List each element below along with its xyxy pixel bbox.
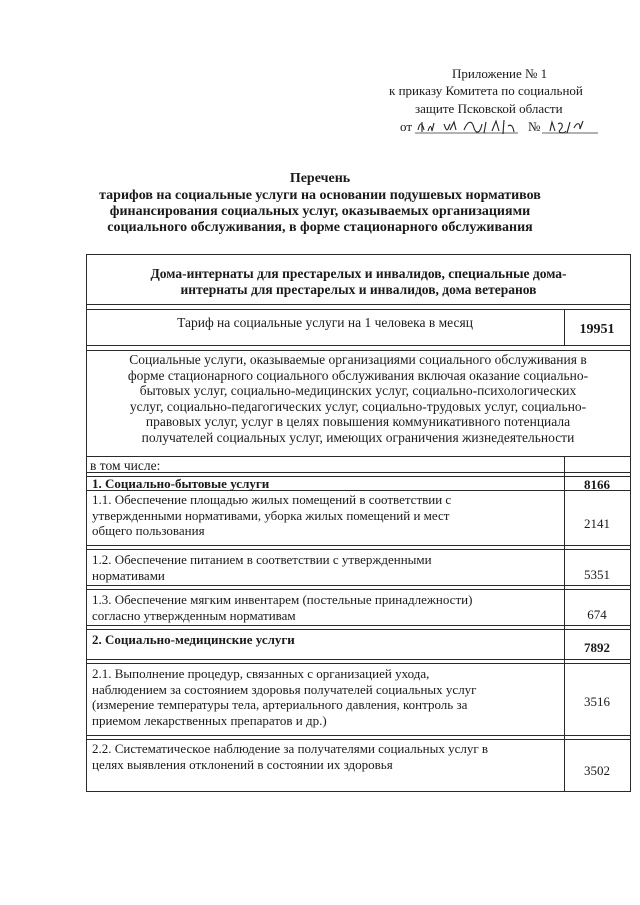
- row-line: приемом лекарственных препаратов и др.): [92, 712, 327, 728]
- table-row-label: [92, 552, 562, 583]
- row-line: 2.1. Выполнение процедур, связанных с организацией ухода,: [92, 666, 430, 681]
- table-row-label: 1. Социально-бытовые услуги: [92, 476, 270, 491]
- table-row-label: [92, 592, 562, 623]
- institution-types-heading: [86, 266, 631, 298]
- number-sign: №: [528, 119, 541, 134]
- table-row-value: 2141: [584, 516, 610, 531]
- table-row-value: 3516: [584, 694, 610, 709]
- tariff-label: Тариф на социальные услуги на 1 человека в месяц: [177, 315, 473, 330]
- row-line: 1.3. Обеспечение мягким инвентарем (постельные принадлежности): [92, 592, 473, 607]
- order-date-number: [400, 116, 600, 138]
- institution-types-line-2: интернаты для престарелых и инвалидов, дома ветеранов: [180, 282, 537, 297]
- description-line: услуг, социально-педагогических услуг, социально-трудовых услуг, социально-: [129, 398, 587, 414]
- table-row-value: 7892: [584, 640, 610, 655]
- document-title: Перечень: [289, 171, 351, 186]
- description-line: форме стационарного социального обслуживания включая оказание социально-: [127, 367, 589, 383]
- document-subtitle-line-3: социального обслуживания, в форме стационарного обслуживания: [107, 220, 533, 235]
- from-label: от: [400, 119, 413, 134]
- row-line: 1.1. Обеспечение площадью жилых помещений в соответствии с: [92, 492, 452, 507]
- table-row-label: [92, 666, 562, 728]
- table-row-value: 8166: [584, 477, 610, 492]
- row-line: нормативами: [92, 567, 165, 583]
- document-subtitle-line-2: финансирования социальных услуг, оказываемых организациями: [109, 204, 531, 219]
- row-line: 2.2. Систематическое наблюдение за получателями социальных услуг в: [92, 741, 489, 756]
- committee-line: защите Псковской области: [415, 101, 563, 116]
- row-line: целях выявления отклонений в состоянии их здоровья: [92, 756, 393, 772]
- including-label: в том числе:: [90, 458, 161, 473]
- row-line: согласно утвержденным нормативам: [92, 607, 296, 623]
- appendix-label: Приложение № 1: [452, 66, 548, 81]
- table-row-label: [92, 741, 562, 772]
- row-line: наблюдением за состоянием здоровья получателей социальных услуг: [92, 681, 477, 697]
- table-row-value: 5351: [584, 567, 610, 582]
- description-line: Социальные услуги, оказываемые организациями социального обслуживания в: [129, 352, 587, 367]
- document-subtitle-line-1: тарифов на социальные услуги на основании подушевых нормативов: [99, 188, 541, 203]
- services-description: [88, 352, 628, 445]
- order-line: к приказу Комитета по социальной: [389, 83, 583, 98]
- tariff-total-value: 19951: [579, 322, 615, 337]
- description-line: правовых услуг, услуг в целях повышения коммуникативного потенциала: [145, 414, 571, 429]
- description-line: бытовых услуг, социально-медицинских услуг, социально-психологических: [139, 383, 577, 398]
- tariff-table: [86, 254, 631, 792]
- description-line: получателей социальных услуг, имеющих ограничения жизнедеятельности: [141, 429, 575, 445]
- institution-types-line-1: Дома-интернаты для престарелых и инвалидов, специальные дома-: [150, 266, 567, 281]
- row-line: 1.2. Обеспечение питанием в соответствии с утвержденными: [92, 552, 432, 567]
- handwritten-date-and-number: [400, 116, 600, 138]
- table-row-label: 2. Социально-медицинские услуги: [92, 632, 295, 647]
- table-row-value: 674: [587, 607, 607, 622]
- row-line: общего пользования: [92, 523, 205, 538]
- table-row-value: 3502: [584, 763, 610, 778]
- row-line: (измерение температуры тела, артериального давления, контроль за: [92, 697, 468, 712]
- table-row-label: [92, 492, 562, 539]
- row-line: утвержденными нормативами, уборка жилых помещений и мест: [92, 507, 450, 523]
